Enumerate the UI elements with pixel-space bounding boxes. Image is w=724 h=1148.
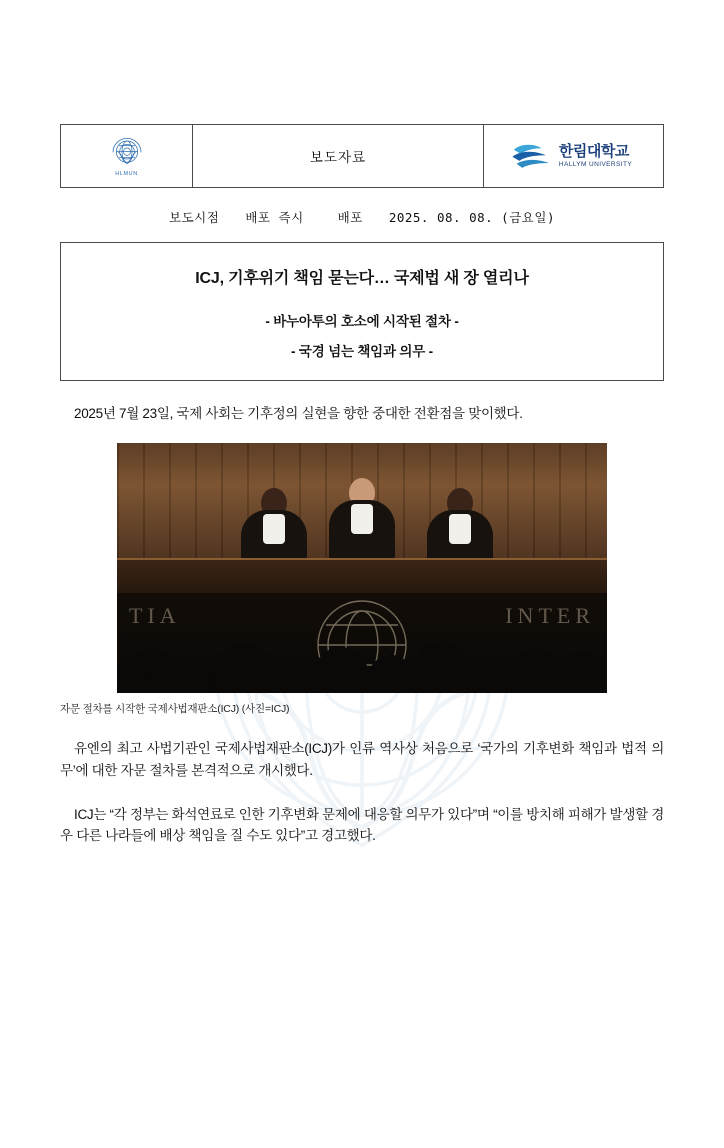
- hallym-logo-english: HALLYM UNIVERSITY: [558, 160, 633, 168]
- press-release-page: [0, 124, 724, 847]
- body-paragraph-2: 유엔의 최고 사법기관인 국제사법재판소(ICJ)가 인류 역사상 처음으로 ‘국가의 기후변화 책임과 법적 의무’에 대한 자문 절차를 본격적으로 개시했다.: [60, 740, 664, 778]
- hlmun-logo-cell: [61, 125, 193, 187]
- figure-block: [60, 443, 664, 716]
- document-header: [60, 124, 664, 188]
- meta-distribute-label: 배포: [337, 210, 363, 225]
- header-title: 보도자료: [309, 150, 367, 165]
- headline-box: [60, 242, 664, 381]
- hallym-logo-korean: 한림대학교: [558, 143, 629, 161]
- body-paragraph-3: ICJ는 “각 정부는 화석연료로 인한 기후변화 문제에 대응할 의무가 있다”며 “이를 방치해 피해가 발생할 경우 다른 나라들에 배상 책임을 질 수도 있다”고 경고했다.: [60, 806, 664, 844]
- hallym-logo-cell: [483, 125, 663, 187]
- audience-silhouettes: [117, 588, 607, 693]
- meta-distribute-value: 2025. 08. 08. (금요일): [388, 210, 555, 225]
- judge-figure-center: [325, 478, 399, 570]
- headline-main: ICJ, 기후위기 책임 묻는다… 국제법 새 장 열리나: [195, 270, 529, 287]
- meta-time-label: 보도시점: [169, 210, 220, 225]
- headline-sub-2: - 국경 넘는 책임과 의무 -: [291, 344, 433, 359]
- hlmun-logo-text: HLMUN: [115, 170, 138, 177]
- body-paragraph-1: 2025년 7월 23일, 국제 사회는 기후정의 실현을 향한 중대한 전환점을 맞이했다.: [74, 406, 523, 421]
- figure-caption: 자문 절차를 시작한 국제사법재판소(ICJ) (사진=ICJ): [60, 702, 290, 715]
- release-meta: [60, 208, 664, 226]
- courtroom-inscription-right: INTER: [505, 602, 595, 628]
- hallym-logo-text: [559, 144, 632, 168]
- courtroom-inscription-left: TIA: [129, 602, 181, 628]
- hlmun-emblem-icon: [107, 136, 147, 177]
- hallym-wave-icon: [511, 141, 553, 171]
- icj-courtroom-photo: [117, 443, 607, 693]
- headline-sub-1: - 바누아투의 호소에 시작된 절차 -: [265, 314, 459, 329]
- meta-time-value: 배포 즉시: [245, 210, 304, 225]
